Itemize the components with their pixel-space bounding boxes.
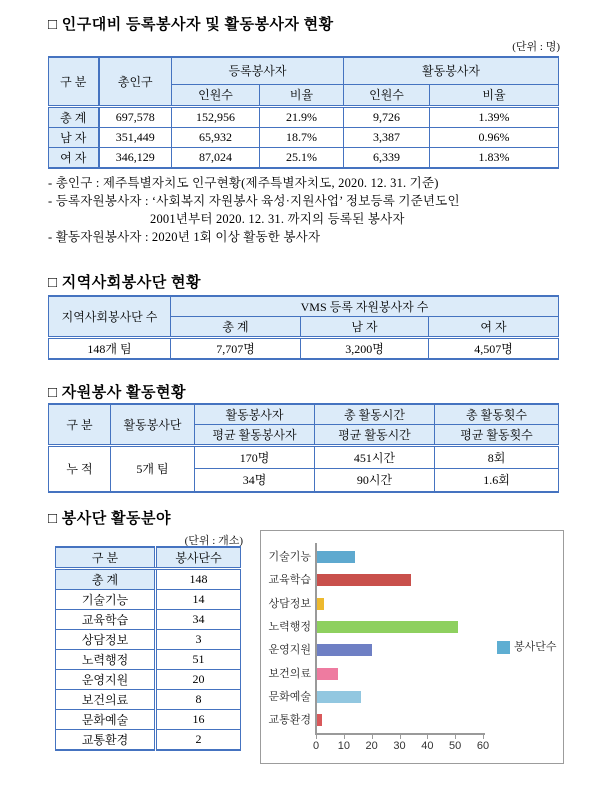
chart-x-tick [400, 735, 401, 739]
community-team-table [48, 295, 559, 360]
t1-female-reg-count: 87,024 [172, 147, 260, 168]
t1-total-act-ratio: 1.39% [430, 106, 559, 127]
t1-header-gubun: 구 분 [49, 57, 99, 106]
t4-row-value: 34 [156, 610, 241, 630]
t1-male-population: 351,449 [99, 127, 172, 147]
t3-header-team: 활동봉사단 [111, 404, 195, 446]
chart-category-label: 교통환경 [268, 714, 311, 727]
section1-title: □ 인구대비 등록봉사자 및 활동봉사자 현황 [48, 17, 334, 33]
table-row [49, 446, 559, 469]
t3-row-label: 누 적 [49, 446, 111, 492]
chart-x-tick [427, 735, 428, 739]
t3-header-times: 총 활동횟수 [435, 404, 559, 425]
t1-male-reg-ratio: 18.7% [260, 127, 344, 147]
t1-header-registered: 등록봉사자 [172, 57, 344, 84]
t3-header-volunteers: 활동봉사자 [195, 404, 315, 425]
note-active: - 활동자원봉사자 : 2020년 1회 이상 활동한 봉사자 [48, 230, 321, 244]
t3-hours-total: 451시간 [315, 446, 435, 469]
t2-female-value: 4,507명 [429, 338, 559, 360]
t1-header-reg-ratio: 비율 [260, 84, 344, 106]
chart-category-label: 운영지원 [268, 644, 311, 657]
t1-row-female-label: 여 자 [49, 147, 99, 168]
chart-legend-label: 봉사단수 [514, 641, 557, 653]
t3-vol-avg: 34명 [195, 469, 315, 492]
chart-x-tick-label: 20 [365, 740, 378, 752]
t1-male-act-count: 3,387 [344, 127, 430, 147]
t3-header-gubun: 구 분 [49, 404, 111, 446]
section2-title: □ 지역사회봉사단 현황 [48, 275, 201, 291]
t3-times-total: 8회 [435, 446, 559, 469]
chart-category-label: 노력행정 [268, 620, 311, 633]
t2-male-value: 3,200명 [301, 338, 429, 360]
table-row [56, 610, 241, 630]
t4-row-total-value: 148 [156, 569, 241, 590]
t4-row-label: 문화예술 [56, 710, 156, 730]
activity-field-table [55, 546, 241, 751]
table-row [56, 650, 241, 670]
chart-x-tick [455, 735, 456, 739]
activity-status-table [48, 403, 559, 493]
t4-row-value: 8 [156, 690, 241, 710]
t2-header-male: 남 자 [301, 317, 429, 338]
chart-category-label: 교육학습 [268, 574, 311, 587]
t1-female-reg-ratio: 25.1% [260, 147, 344, 168]
chart-x-tick [483, 735, 484, 739]
t3-team-count: 5개 팀 [111, 446, 195, 492]
chart-category-label: 기술기능 [268, 551, 311, 563]
t1-female-act-ratio: 1.83% [430, 147, 559, 168]
table-row [49, 338, 559, 360]
t1-header-population: 총인구 [99, 57, 172, 106]
t4-row-value: 2 [156, 730, 241, 751]
chart-x-tick [316, 735, 317, 739]
section3-title: □ 자원봉사 활동현황 [48, 385, 186, 401]
chart-category-label: 문화예술 [268, 690, 311, 703]
t3-vol-total: 170명 [195, 446, 315, 469]
table-row [49, 127, 559, 147]
t3-times-avg: 1.6회 [435, 469, 559, 492]
chart-x-tick-label: 40 [421, 740, 434, 752]
table-row [56, 710, 241, 730]
chart-bar [316, 551, 355, 563]
note-population: - 총인구 : 제주특별자치도 인구현황(제주특별자치도, 2020. 12. 31. 기준) [48, 176, 439, 190]
t4-header-gubun: 구 분 [56, 547, 156, 569]
chart-x-tick-label: 60 [476, 740, 490, 752]
section4-title: □ 봉사단 활동분야 [48, 511, 171, 527]
table-row [49, 106, 559, 127]
t4-row-value: 3 [156, 630, 241, 650]
t1-row-male-label: 남 자 [49, 127, 99, 147]
t1-female-act-count: 6,339 [344, 147, 430, 168]
t1-header-act-count: 인원수 [344, 84, 430, 106]
t2-header-teams: 지역사회봉사단 수 [49, 296, 171, 338]
t2-header-female: 여 자 [429, 317, 559, 338]
t3-header-avg-volunteers: 평균 활동봉사자 [195, 425, 315, 446]
t3-header-hours: 총 활동시간 [315, 404, 435, 425]
chart-y-axis [315, 543, 317, 733]
t1-header-active: 활동봉사자 [344, 57, 559, 84]
t3-header-avg-times: 평균 활동횟수 [435, 425, 559, 446]
t4-row-label: 교통환경 [56, 730, 156, 751]
t4-row-label: 운영지원 [56, 670, 156, 690]
t1-row-total-label: 총 계 [49, 106, 99, 127]
t1-header-act-ratio: 비율 [430, 84, 559, 106]
t2-teams-value: 148개 팀 [49, 338, 171, 360]
t2-header-vms: VMS 등록 자원봉사자 수 [171, 296, 559, 317]
population-volunteer-table [48, 56, 559, 169]
chart-category-label: 상담정보 [268, 597, 311, 610]
table-row [56, 670, 241, 690]
t1-total-reg-ratio: 21.9% [260, 106, 344, 127]
note-registered: - 등록자원봉사자 : ‘사회복지 자원봉사 육성·지원사업’ 정보등록 기준년도인 [48, 194, 460, 208]
chart-bar [316, 668, 338, 680]
t4-row-label: 노력행정 [56, 650, 156, 670]
chart-x-tick [344, 735, 345, 739]
t4-row-label: 상담정보 [56, 630, 156, 650]
chart-x-tick-label: 50 [449, 740, 462, 752]
t2-total-value: 7,707명 [171, 338, 301, 360]
chart-category-label: 보건의료 [268, 667, 311, 680]
chart-legend-swatch [497, 641, 510, 654]
chart-x-tick-label: 0 [312, 740, 320, 752]
t1-total-reg-count: 152,956 [172, 106, 260, 127]
t4-row-value: 20 [156, 670, 241, 690]
t1-male-act-ratio: 0.96% [430, 127, 559, 147]
chart-bar [316, 598, 324, 610]
t4-row-value: 16 [156, 710, 241, 730]
t4-row-label: 기술기능 [56, 590, 156, 610]
t1-female-population: 346,129 [99, 147, 172, 168]
table-row [56, 590, 241, 610]
t1-total-population: 697,578 [99, 106, 172, 127]
t1-header-reg-count: 인원수 [172, 84, 260, 106]
t4-header-count: 봉사단수 [156, 547, 241, 569]
footnotes [48, 174, 568, 246]
t3-hours-avg: 90시간 [315, 469, 435, 492]
table-row [56, 690, 241, 710]
t4-row-value: 14 [156, 590, 241, 610]
t3-header-avg-hours: 평균 활동시간 [315, 425, 435, 446]
t4-row-total-label: 총 계 [56, 569, 156, 590]
t4-row-label: 보건의료 [56, 690, 156, 710]
table-row [56, 630, 241, 650]
note-registered-cont: 2001년부터 2020. 12. 31. 까지의 등록된 봉사자 [150, 212, 405, 226]
chart-x-tick-label: 10 [337, 740, 350, 752]
table-row [56, 569, 241, 590]
chart-bar [316, 574, 411, 586]
chart-bar [316, 644, 372, 656]
t1-male-reg-count: 65,932 [172, 127, 260, 147]
chart-x-tick [372, 735, 373, 739]
table-row [56, 730, 241, 751]
chart-bar [316, 691, 361, 703]
chart-bar [316, 621, 458, 633]
t1-total-act-count: 9,726 [344, 106, 430, 127]
table-row [49, 147, 559, 168]
t4-row-label: 교육학습 [56, 610, 156, 630]
section1-unit-label: (단위 : 명) [512, 41, 560, 53]
chart-x-tick-label: 30 [393, 740, 406, 752]
t2-header-total: 총 계 [171, 317, 301, 338]
t4-row-value: 51 [156, 650, 241, 670]
volunteer-field-bar-chart [260, 530, 564, 764]
section4-unit-label: (단위 : 개소) [184, 535, 243, 547]
